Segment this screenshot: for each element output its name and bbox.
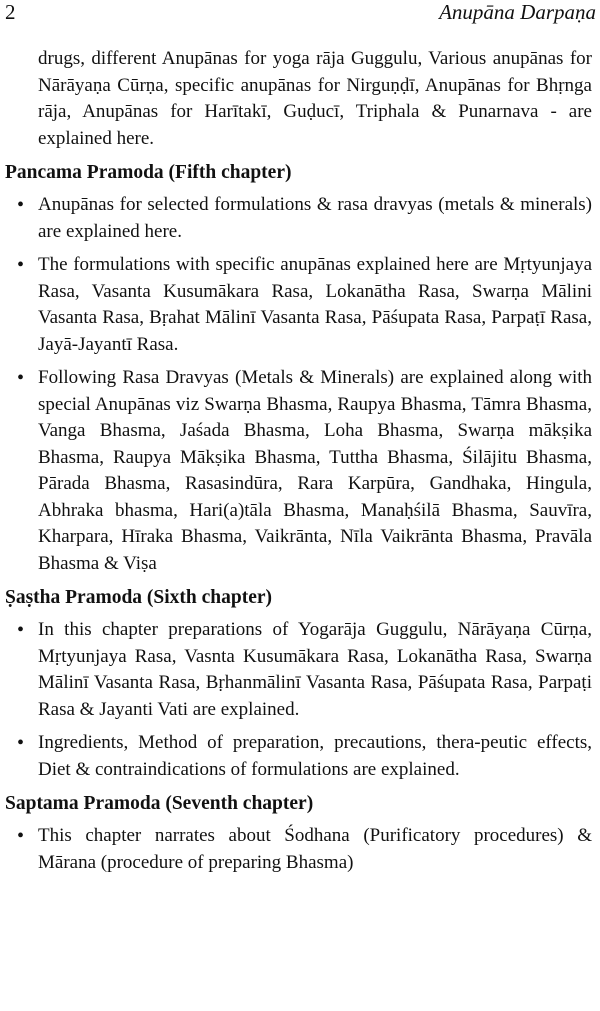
bullet-list [0,617,600,783]
continued-paragraph: drugs, different Anupānas for yoga rāja Guggulu, Various anupānas for Nārāyaṇa Cūrṇa, specific anupānas for Nirguṇḍī, Anupānas for Bhṛnga rāja, Anupānas for Harītakī, Guḍucī, Triphala & Punarnava - are explained here. [38,48,592,149]
section-heading: Saptama Pramoda (Seventh chapter) [5,793,314,814]
page-header [0,0,600,30]
bullet-item: • This chapter narrates about Śodhana (Purificatory procedures) & Mārana (procedure of preparing Bhasma) [0,823,600,876]
bullet-item: • Anupānas for selected formulations & rasa dravyas (metals & minerals) are explained here. [0,192,600,245]
bullet-item: • Ingredients, Method of preparation, precautions, thera-peutic effects, Diet & contraindications of formulations are explained. [0,730,600,783]
page-content [0,46,600,883]
page-number: 2 [5,0,16,24]
section-seventh-chapter [0,791,600,876]
section-sixth-chapter [0,585,600,783]
section-fifth-chapter [0,160,600,577]
section-heading: Ṣaṣtha Pramoda (Sixth chapter) [5,587,273,608]
bullet-list [0,192,600,577]
running-title: Anupāna Darpaṇa [439,0,596,24]
bullet-item: • In this chapter preparations of Yogarāja Guggulu, Nārāyaṇa Cūrṇa, Mṛtyunjaya Rasa, Vasnta Kusumākara Rasa, Lokanātha Rasa, Swarṇa Mālinī Vasanta Rasa, Bṛhanmālinī Vasanta Rasa, Pāśupata Rasa, Parpaṭi Rasa & Jayanti Vati are explained. [0,617,600,723]
bullet-item: • Following Rasa Dravyas (Metals & Minerals) are explained along with special Anupānas viz Swarṇa Bhasma, Raupya Bhasma, Tāmra Bhasma, Vanga Bhasma, Jaśada Bhasma, Loha Bhasma, Swarṇa mākṣika Bhasma, Raupya Mākṣika Bhasma, Tuttha Bhasma, Śilājitu Bhasma, Pārada Bhasma, Rasasindūra, Rara Karpūra, Gandhaka, Hingula, Abhraka bhasma, Hari(a)tāla Bhasma, Manaḥśilā Bhasma, Sauvīra, Kharpara, Hīraka Bhasma, Vaikrānta, Nīla Vaikrānta Bhasma, Pravāla Bhasma & Viṣa [0,365,600,577]
section-heading: Pancama Pramoda (Fifth chapter) [5,162,292,183]
bullet-list [0,823,600,876]
bullet-item: • The formulations with specific anupānas explained here are Mṛtyunjaya Rasa, Vasanta Kusumākara Rasa, Lokanātha Rasa, Swarṇa Mālini Vasanta Rasa, Bṛahat Mālinī Vasanta Rasa, Pāśupata Rasa, Parpaṭī Rasa, Jayā-Jayantī Rasa. [0,252,600,358]
